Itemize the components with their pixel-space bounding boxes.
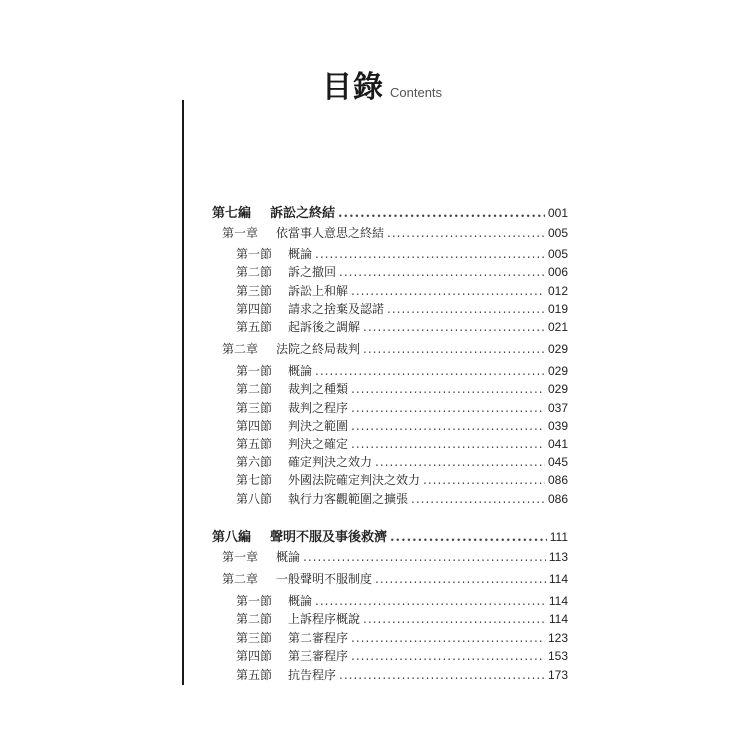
toc-leader-dots <box>351 382 545 396</box>
toc-sec-row <box>236 666 568 683</box>
toc-title: 請求之捨棄及認諾 <box>288 302 385 316</box>
toc-label: 第三節 <box>236 401 273 415</box>
toc-sec-row <box>236 318 568 335</box>
toc-leader-dots <box>315 364 545 378</box>
toc-title: 訴之撤回 <box>288 265 337 279</box>
toc-title: 一般聲明不服制度 <box>276 572 373 586</box>
toc-sec-row <box>236 435 568 452</box>
toc-label: 第一節 <box>236 594 273 608</box>
toc-title: 訴訟上和解 <box>288 284 349 298</box>
toc-sec-row <box>236 490 568 507</box>
toc-leader-dots <box>390 530 547 545</box>
toc-page-number: 041 <box>547 437 568 451</box>
toc-leader-dots <box>315 247 545 261</box>
toc-label: 第六節 <box>236 455 273 469</box>
toc-part-row <box>212 202 568 221</box>
toc-label: 第五節 <box>236 320 273 334</box>
toc-page-number: 029 <box>547 364 568 378</box>
toc-page-number: 173 <box>547 668 568 682</box>
toc-title: 判決之範圍 <box>288 419 349 433</box>
toc-leader-dots <box>338 206 545 221</box>
toc-leader-dots <box>303 550 546 564</box>
toc-page-number: 037 <box>547 401 568 415</box>
toc-page-number: 029 <box>547 382 568 396</box>
toc-page-number: 114 <box>548 572 568 586</box>
toc-label: 第五節 <box>236 668 273 682</box>
toc-leader-dots <box>351 284 545 298</box>
toc-leader-dots <box>351 401 545 415</box>
toc-page-number: 153 <box>547 649 568 663</box>
toc-title: 第二審程序 <box>288 631 349 645</box>
toc-sec-row <box>236 453 568 470</box>
toc-leader-dots <box>339 668 545 682</box>
toc-page-number: 012 <box>547 284 568 298</box>
toc-leader-dots <box>315 594 546 608</box>
toc-chap-row <box>222 570 568 587</box>
toc-leader-dots <box>387 302 545 316</box>
toc-leader-dots <box>351 419 545 433</box>
toc-title: 法院之終局裁判 <box>276 342 361 356</box>
toc-title: 概論 <box>288 594 313 608</box>
toc-title: 概論 <box>288 247 313 261</box>
toc-page-number: 114 <box>548 612 568 626</box>
toc-page-number: 113 <box>548 550 568 564</box>
toc-leader-dots <box>423 473 545 487</box>
toc-page-number: 114 <box>548 594 568 608</box>
toc-label: 第一節 <box>236 364 273 378</box>
toc-title: 依當事人意思之終結 <box>276 226 385 240</box>
toc-page-number: 005 <box>547 247 568 261</box>
toc-title: 抗告程序 <box>288 668 337 682</box>
toc-title: 概論 <box>276 550 301 564</box>
toc-label: 第八節 <box>236 492 273 506</box>
toc-title: 訴訟之終結 <box>270 206 336 221</box>
toc-label: 第一節 <box>236 247 273 261</box>
toc-label: 第三節 <box>236 631 273 645</box>
toc-label: 第一章 <box>222 226 259 240</box>
toc-label: 第一章 <box>222 550 259 564</box>
toc-title: 裁判之程序 <box>288 401 349 415</box>
toc-page-number: 045 <box>547 455 568 469</box>
toc-label: 第二章 <box>222 572 259 586</box>
toc-title: 外國法院確定判決之效力 <box>288 473 421 487</box>
toc-sec-row <box>236 399 568 416</box>
toc-title: 第三審程序 <box>288 649 349 663</box>
toc-leader-dots <box>339 265 545 279</box>
toc-leader-dots <box>411 492 545 506</box>
toc-title: 裁判之種類 <box>288 382 349 396</box>
toc-title: 判決之確定 <box>288 437 349 451</box>
toc-leader-dots <box>351 631 545 645</box>
toc-label: 第二節 <box>236 612 273 626</box>
toc-page-number: 111 <box>549 530 568 544</box>
toc-leader-dots <box>363 342 545 356</box>
toc-leader-dots <box>375 572 546 586</box>
toc-label: 第二節 <box>236 382 273 396</box>
toc-sec-row <box>236 300 568 317</box>
toc-sec-row <box>236 282 568 299</box>
toc-title: 起訴後之調解 <box>288 320 361 334</box>
toc-label: 第二章 <box>222 342 259 356</box>
toc-label: 第三節 <box>236 284 273 298</box>
toc-page-number: 086 <box>547 473 568 487</box>
toc-page-number: 021 <box>547 320 568 334</box>
toc-label: 第五節 <box>236 437 273 451</box>
title-sub: Contents <box>390 85 443 100</box>
toc-label: 第四節 <box>236 649 273 663</box>
toc-chap-row <box>222 340 568 357</box>
toc-page-number: 086 <box>547 492 568 506</box>
toc-chap-row <box>222 224 568 241</box>
toc-label: 第四節 <box>236 419 273 433</box>
toc-page-number: 019 <box>547 302 568 316</box>
toc-label: 第七編 <box>212 206 252 221</box>
toc-leader-dots <box>363 320 545 334</box>
toc-sec-row <box>236 610 568 627</box>
toc-page-number: 039 <box>547 419 568 433</box>
toc-part-row <box>212 526 568 545</box>
toc-label: 第四節 <box>236 302 273 316</box>
toc-leader-dots <box>375 455 545 469</box>
toc-title: 概論 <box>288 364 313 378</box>
title-main: 目錄 <box>322 70 384 105</box>
toc-chap-row <box>222 548 568 565</box>
toc-title: 聲明不服及事後救濟 <box>270 530 388 545</box>
toc-page-number: 123 <box>547 631 568 645</box>
toc-sec-row <box>236 263 568 280</box>
toc-title: 執行力客觀範圍之擴張 <box>288 492 409 506</box>
toc-sec-row <box>236 417 568 434</box>
toc-sec-row <box>236 245 568 262</box>
toc-leader-dots <box>351 437 545 451</box>
toc-sec-row <box>236 592 568 609</box>
toc-page-number: 029 <box>547 342 568 356</box>
toc-title: 上訴程序概說 <box>288 612 361 626</box>
toc-leader-dots <box>387 226 545 240</box>
toc-label: 第八編 <box>212 530 252 545</box>
toc-page-number: 005 <box>547 226 568 240</box>
toc-sec-row <box>236 647 568 664</box>
toc-sec-row <box>236 629 568 646</box>
toc-sec-row <box>236 362 568 379</box>
toc-label: 第二節 <box>236 265 273 279</box>
toc-label: 第七節 <box>236 473 273 487</box>
toc-page-number: 006 <box>547 265 568 279</box>
toc-sec-row <box>236 380 568 397</box>
toc-page-number: 001 <box>547 206 568 220</box>
toc-leader-dots <box>351 649 545 663</box>
toc-leader-dots <box>363 612 546 626</box>
toc-sec-row <box>236 471 568 488</box>
toc-title: 確定判決之效力 <box>288 455 373 469</box>
